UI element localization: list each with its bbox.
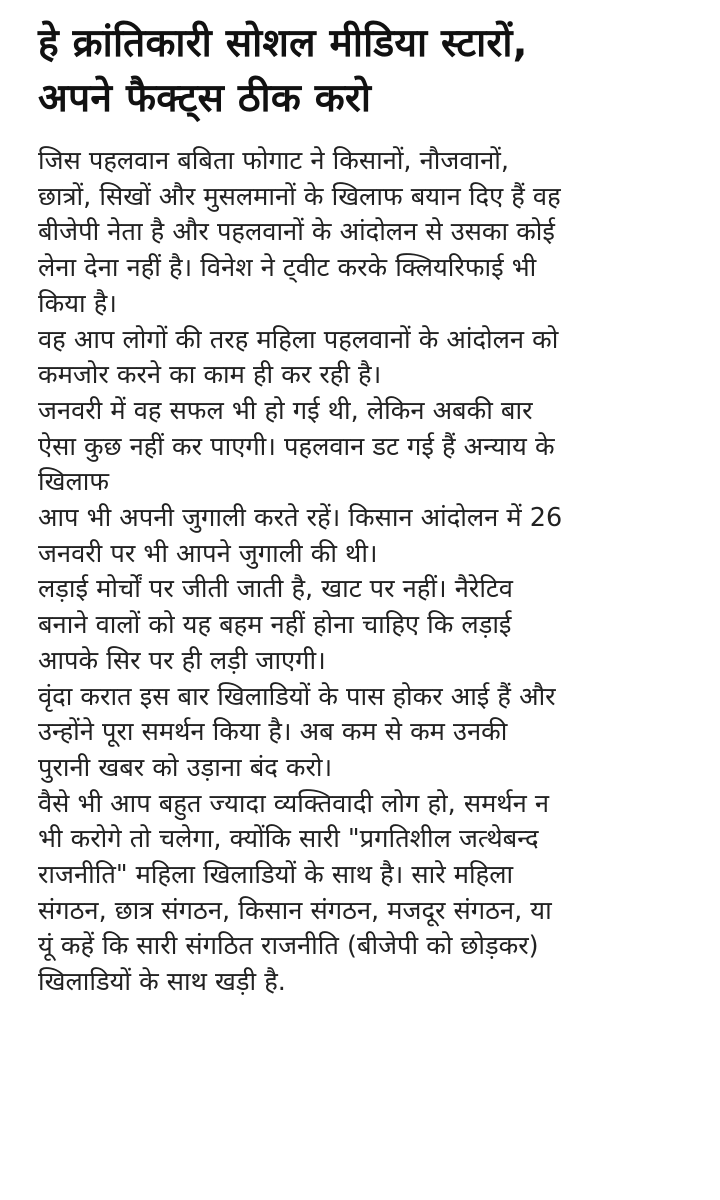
article bbox=[38, 16, 710, 1001]
text-line: खिलाडियों के साथ खड़ी है. bbox=[38, 967, 286, 998]
text-line: वैसे भी आप बहुत ज्यादा व्यक्तिवादी लोग हो, समर्थन न bbox=[38, 788, 550, 819]
text-line: भी करोगे तो चलेगा, क्योंकि सारी "प्रगतिशील जत्थेबन्द bbox=[38, 824, 539, 855]
text-line: बीजेपी नेता है और पहलवानों के आंदोलन से उसका कोई bbox=[38, 217, 555, 248]
paragraph-jugali bbox=[38, 501, 710, 572]
text-line: पुरानी खबर को उड़ाना बंद करो। bbox=[38, 752, 333, 783]
text-line: आपके सिर पर ही लड़ी जाएगी। bbox=[38, 645, 326, 676]
text-line: ऐसा कुछ नहीं कर पाएगी। पहलवान डट गई हैं अन्याय के bbox=[38, 431, 555, 462]
text-line: राजनीति" महिला खिलाडियों के साथ है। सारे महिला bbox=[38, 860, 514, 891]
text-line: जिस पहलवान बबिता फोगाट ने किसानों, नौजवानों, bbox=[38, 146, 509, 176]
text-line: वह आप लोगों की तरह महिला पहलवानों के आंदोलन को bbox=[38, 324, 559, 355]
text-line: छात्रों, सिखों और मुसलमानों के खिलाफ बयान दिए हैं वह bbox=[38, 181, 561, 212]
paragraph-brinda-karat bbox=[38, 680, 710, 787]
text-line: संगठन, छात्र संगठन, किसान संगठन, मजदूर संगठन, या bbox=[38, 895, 552, 926]
paragraph-january bbox=[38, 394, 710, 501]
text-line: लेना देना नहीं है। विनेश ने ट्वीट करके क्लियरिफाई भी bbox=[38, 253, 537, 284]
text-line: बनाने वालों को यह बहम नहीं होना चाहिए कि लड़ाई bbox=[38, 610, 512, 641]
paragraph-organizations bbox=[38, 787, 710, 1001]
text-line: कमजोर करने का काम ही कर रही है। bbox=[38, 360, 382, 391]
text-line: आप भी अपनी जुगाली करते रहें। किसान आंदोलन में 26 bbox=[38, 503, 563, 534]
paragraph-weakening bbox=[38, 323, 710, 394]
headline-line: हे क्रांतिकारी सोशल मीडिया स्टारों, bbox=[38, 21, 528, 66]
paragraph-babita bbox=[38, 144, 710, 323]
text-line: वृंदा करात इस बार खिलाडियों के पास होकर आई हैं और bbox=[38, 681, 556, 712]
headline bbox=[38, 16, 710, 126]
text-line: खिलाफ bbox=[38, 467, 110, 498]
headline-line: अपने फैक्ट्स ठीक करो bbox=[38, 76, 372, 121]
text-line: किया है। bbox=[38, 288, 117, 319]
text-line: लड़ाई मोर्चों पर जीती जाती है, खाट पर नहीं। नैरेटिव bbox=[38, 574, 513, 605]
text-line: जनवरी पर भी आपने जुगाली की थी। bbox=[38, 538, 378, 569]
text-line: उन्होंने पूरा समर्थन किया है। अब कम से कम उनकी bbox=[38, 717, 508, 748]
text-line: यूं कहें कि सारी संगठित राजनीति (बीजेपी को छोड़कर) bbox=[38, 931, 539, 962]
paragraph-morcha bbox=[38, 572, 710, 679]
text-line: जनवरी में वह सफल भी हो गई थी, लेकिन अबकी बार bbox=[38, 395, 533, 426]
